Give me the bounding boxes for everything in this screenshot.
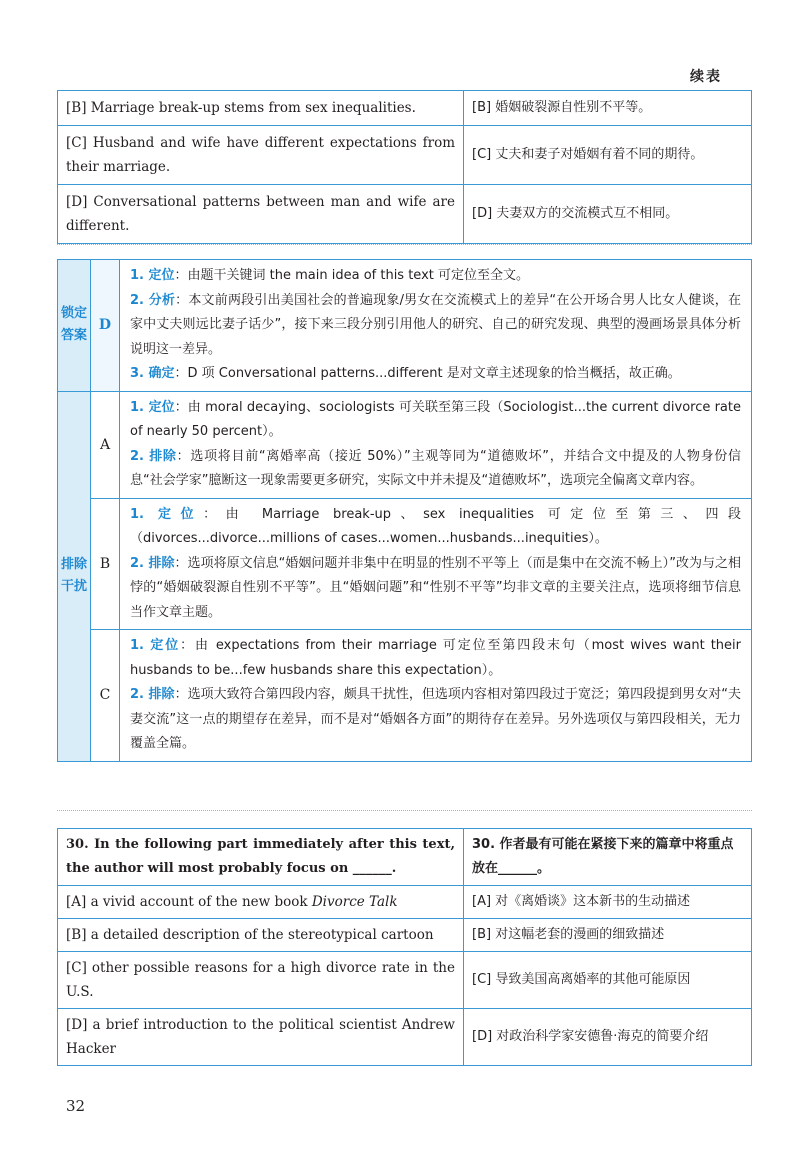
option-zh: [B] 对这幅老套的漫画的细致描述 bbox=[464, 919, 752, 952]
option-zh: [B] 婚姻破裂源自性别不平等。 bbox=[464, 91, 752, 126]
continued-label: 续表 bbox=[690, 69, 722, 85]
option-en: [A] a vivid account of the new book Divorce Talk bbox=[58, 886, 464, 919]
text: ：由 expectations from their marriage 可定位至第四段末句（most wives want their husbands to be...few husbands share this expectation）。 bbox=[130, 638, 742, 678]
text: ：D 项 Conversational patterns...different 是对文章主述现象的恰当概括，故正确。 bbox=[174, 366, 681, 381]
label: 2. 排除 bbox=[130, 555, 175, 571]
question-stem-en: 30. In the following part immediately after this text, the author will most probably focus on ______. bbox=[58, 829, 464, 886]
label: 3. 确定 bbox=[130, 366, 175, 381]
exclude-row-a bbox=[58, 391, 752, 498]
text: ：本文前两段引出美国社会的普遍现象/男女在交流模式上的差异“在公开场合男人比女人健谈，在家中丈夫则远比妻子话少”，接下来三段分别引用他人的研究、自己的研究发现、典型的漫画场景具体分析说明这一差异。 bbox=[130, 292, 741, 357]
options-table-continued bbox=[57, 90, 752, 244]
option-en: [D] a brief introduction to the political scientist Andrew Hacker bbox=[58, 1009, 464, 1066]
exclude-analysis bbox=[120, 391, 752, 498]
section-lock-answer: 锁定 答案 bbox=[58, 260, 91, 392]
text: ：选项将目前“离婚率高（接近 50%）”主观等同为“道德败坏”，并结合文中提及的人物身份信息“社会学家”臆断这一现象需要更多研究，实际文中并未提及“道德败坏”，选项完全偏离文章内容。 bbox=[130, 448, 742, 488]
option-zh: [D] 夫妻双方的交流模式互不相同。 bbox=[464, 185, 752, 244]
text: ：由 moral decaying、sociologists 可关联至第三段（Sociologist...the current divorce rate of nearly 50 percent）。 bbox=[130, 399, 741, 439]
exclude-analysis bbox=[120, 630, 752, 762]
section-exclude: 排除 干扰 bbox=[58, 391, 91, 761]
text: ：由题干关键词 the main idea of this text 可定位至全文。 bbox=[174, 268, 529, 283]
label: 1. 定位 bbox=[130, 506, 204, 522]
table-row bbox=[58, 886, 752, 919]
table-row bbox=[58, 126, 752, 185]
text: ：由 Marriage break-up、sex inequalities 可定位至第三、四段（divorces...divorce...millions of cases...women...husbands...inequities）。 bbox=[130, 506, 742, 546]
text: ：选项大致符合第四段内容，颇具干扰性，但选项内容相对第四段过于宽泛；第四段提到男女对“夫妻交流”这一点的期望存在差异，而不是对“婚姻各方面”的期待存在差异。另外选项仅与第四段相关，无力覆盖全篇。 bbox=[130, 687, 741, 751]
answer-option: D bbox=[91, 260, 120, 392]
label: 1. 定位 bbox=[130, 399, 175, 415]
page-number: 32 bbox=[66, 1097, 86, 1115]
question-30-table bbox=[57, 828, 752, 1066]
table-row bbox=[58, 91, 752, 126]
label: 2. 排除 bbox=[130, 448, 177, 464]
analysis-table bbox=[57, 259, 752, 762]
option-zh: [A] 对《离婚谈》这本新书的生动描述 bbox=[464, 886, 752, 919]
lock-answer-row bbox=[58, 260, 752, 392]
label: 2. 分析 bbox=[130, 292, 176, 308]
option-letter: B bbox=[91, 498, 120, 630]
text: ：选项将原文信息“婚姻问题并非集中在明显的性别不平等上（而是集中在交流不畅上）”改为与之相悖的“婚姻破裂源自性别不平等”。且“婚姻问题”和“性别不平等”均非文章的主要关注点，选项将细节信息当作文章主题。 bbox=[130, 555, 741, 620]
option-en: [D] Conversational patterns between man and wife are different. bbox=[58, 185, 464, 244]
option-letter: A bbox=[91, 391, 120, 498]
label: 1. 定位 bbox=[130, 268, 175, 283]
dotted-divider bbox=[57, 244, 752, 245]
option-zh: [C] 导致美国高离婚率的其他可能原因 bbox=[464, 952, 752, 1009]
label: 1. 定位 bbox=[130, 638, 181, 653]
option-letter: C bbox=[91, 630, 120, 762]
table-row bbox=[58, 1009, 752, 1066]
table-row bbox=[58, 952, 752, 1009]
dotted-divider bbox=[57, 810, 752, 811]
table-row bbox=[58, 829, 752, 886]
option-zh: [C] 丈夫和妻子对婚姻有着不同的期待。 bbox=[464, 126, 752, 185]
table-row bbox=[58, 919, 752, 952]
option-zh: [D] 对政治科学家安德鲁·海克的简要介绍 bbox=[464, 1009, 752, 1066]
table-row bbox=[58, 185, 752, 244]
option-en: [B] Marriage break-up stems from sex inequalities. bbox=[58, 91, 464, 126]
option-en: [C] Husband and wife have different expectations from their marriage. bbox=[58, 126, 464, 185]
question-stem-zh: 30. 作者最有可能在紧接下来的篇章中将重点放在______。 bbox=[464, 829, 752, 886]
option-en: [B] a detailed description of the stereotypical cartoon bbox=[58, 919, 464, 952]
exclude-row-b bbox=[58, 498, 752, 630]
option-en: [C] other possible reasons for a high divorce rate in the U.S. bbox=[58, 952, 464, 1009]
exclude-analysis bbox=[120, 498, 752, 630]
lock-analysis bbox=[120, 260, 752, 392]
exclude-row-c bbox=[58, 630, 752, 762]
label: 2. 排除 bbox=[130, 687, 175, 702]
